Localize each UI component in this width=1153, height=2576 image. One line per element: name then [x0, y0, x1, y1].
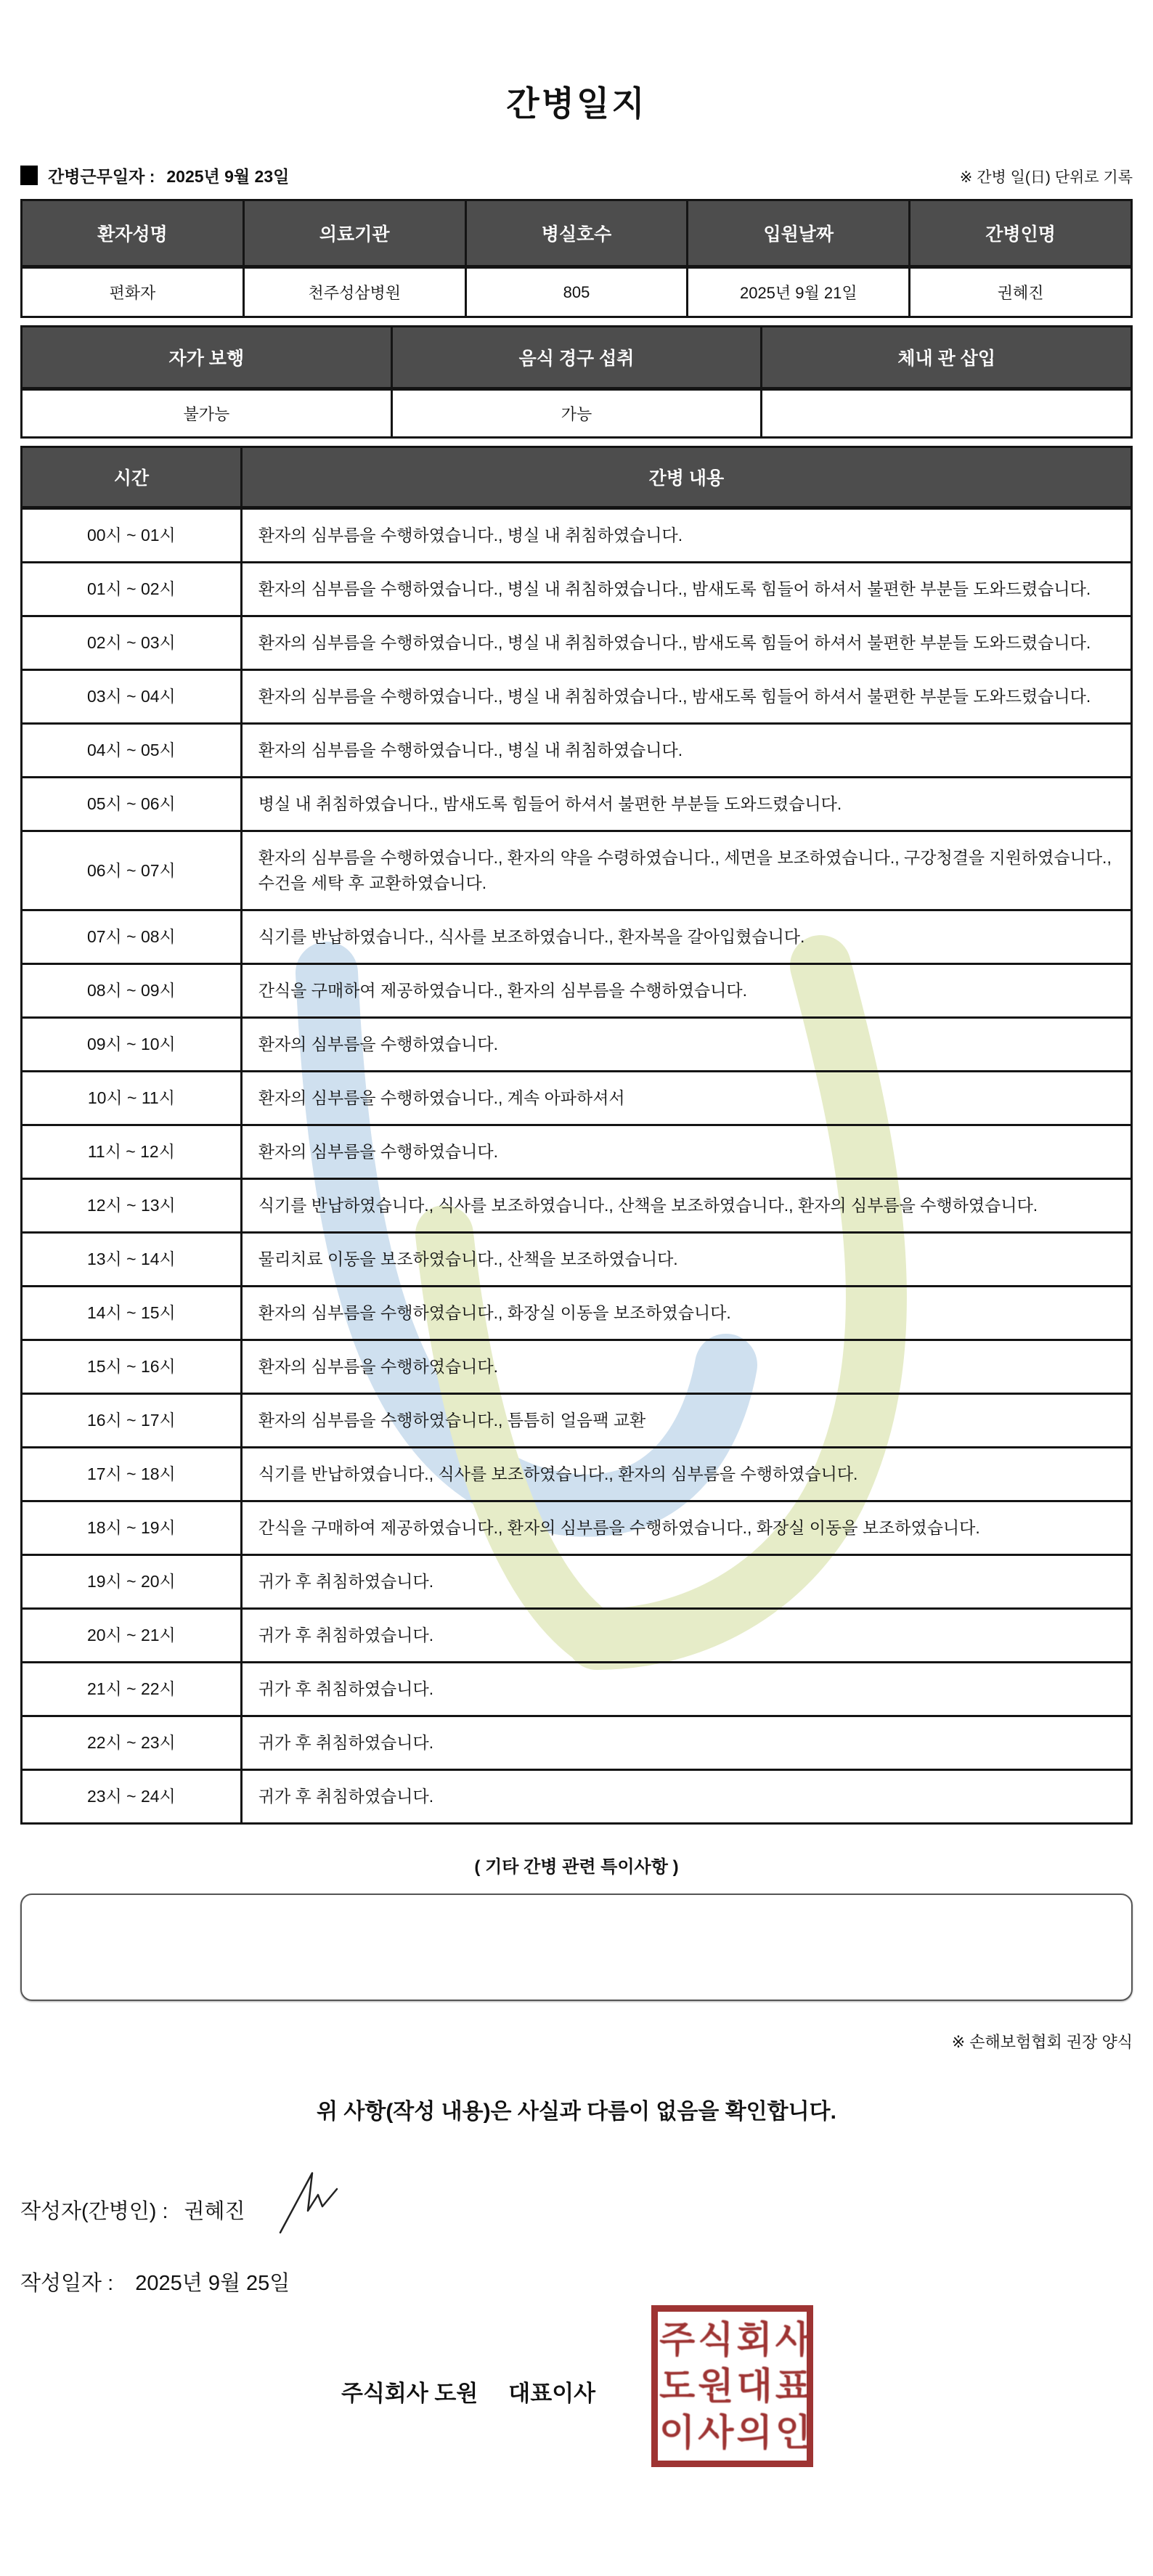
- status-header-row: [22, 327, 1132, 389]
- time-cell: 02시 ~ 03시: [22, 616, 242, 670]
- time-cell: 04시 ~ 05시: [22, 724, 242, 778]
- time-cell: 14시 ~ 15시: [22, 1287, 242, 1340]
- work-date-label: 간병근무일자 :: [48, 167, 155, 186]
- content-cell: 병실 내 취침하였습니다., 밤새도록 힘들어 하셔서 불편한 부분들 도와드렸습니다.: [241, 778, 1131, 831]
- time-cell: 06시 ~ 07시: [22, 831, 242, 910]
- patient-status-table: [20, 325, 1133, 439]
- admission-date: 2025년 9월 21일: [688, 267, 910, 317]
- company-seal-stamp: [651, 2305, 813, 2467]
- room-number: 805: [465, 267, 688, 317]
- schedule-row: [22, 1663, 1132, 1716]
- seal-text-row: 주식회사: [659, 2318, 815, 2360]
- time-cell: 11시 ~ 12시: [22, 1125, 242, 1179]
- time-cell: 19시 ~ 20시: [22, 1555, 242, 1609]
- patient-header-room: 병실호수: [465, 200, 688, 267]
- time-cell: 23시 ~ 24시: [22, 1770, 242, 1824]
- schedule-row: [22, 1233, 1132, 1287]
- square-bullet-icon: [20, 166, 38, 185]
- signature: [274, 2169, 354, 2238]
- unit-note: ※ 간병 일(日) 단위로 기록: [959, 169, 1133, 186]
- content-cell: 귀가 후 취침하였습니다.: [241, 1770, 1131, 1824]
- content-cell: 환자의 심부름을 수행하였습니다., 병실 내 취침하였습니다., 밤새도록 힘들어 하셔서 불편한 부분들 도와드렸습니다.: [241, 563, 1131, 616]
- extra-notes-box: [20, 1894, 1133, 2001]
- patient-name: 편화자: [22, 267, 244, 317]
- content-cell: 식기를 반납하였습니다., 식사를 보조하였습니다., 환자복을 갈아입혔습니다.: [241, 910, 1131, 964]
- schedule-row: [22, 1501, 1132, 1555]
- schedule-row: [22, 563, 1132, 616]
- schedule-row: [22, 1716, 1132, 1770]
- schedule-row: [22, 910, 1132, 964]
- schedule-row: [22, 616, 1132, 670]
- status-walking: 불가능: [22, 389, 392, 438]
- ceo-title: 대표이사: [508, 2381, 596, 2406]
- schedule-row: [22, 1125, 1132, 1179]
- patient-info-table: [20, 199, 1133, 318]
- time-cell: 01시 ~ 02시: [22, 563, 242, 616]
- content-cell: 간식을 구매하여 제공하였습니다., 환자의 심부름을 수행하였습니다.: [241, 964, 1131, 1018]
- schedule-row: [22, 1609, 1132, 1663]
- schedule-row: [22, 1072, 1132, 1125]
- write-date-line: [20, 2267, 1133, 2296]
- time-cell: 16시 ~ 17시: [22, 1394, 242, 1448]
- extra-notes-heading: ( 기타 간병 관련 특이사항 ): [474, 1857, 679, 1877]
- schedule-row: [22, 831, 1132, 910]
- author-line: [20, 2182, 1133, 2238]
- confirmation-statement: 위 사항(작성 내용)은 사실과 다름이 없음을 확인합니다.: [317, 2100, 836, 2124]
- patient-header-hospital: 의료기관: [243, 200, 465, 267]
- time-cell: 10시 ~ 11시: [22, 1072, 242, 1125]
- write-date-label: 작성일자 :: [20, 2272, 114, 2295]
- write-date-value: 2025년 9월 25일: [135, 2272, 290, 2295]
- patient-header-row: [22, 200, 1132, 267]
- time-cell: 20시 ~ 21시: [22, 1609, 242, 1663]
- content-cell: 귀가 후 취침하였습니다.: [241, 1716, 1131, 1770]
- work-date-value: 2025년 9월 23일: [166, 167, 290, 186]
- status-header-oral-intake: 음식 경구 섭취: [391, 327, 762, 389]
- content-cell: 환자의 심부름을 수행하였습니다., 병실 내 취침하였습니다.: [241, 724, 1131, 778]
- content-cell: 식기를 반납하였습니다., 식사를 보조하였습니다., 환자의 심부름을 수행하였습니다.: [241, 1448, 1131, 1501]
- meta-row: [20, 163, 1133, 187]
- time-cell: 07시 ~ 08시: [22, 910, 242, 964]
- content-cell: 귀가 후 취침하였습니다.: [241, 1555, 1131, 1609]
- time-cell: 08시 ~ 09시: [22, 964, 242, 1018]
- patient-header-name: 환자성명: [22, 200, 244, 267]
- company-name: 주식회사 도원: [341, 2381, 478, 2406]
- author-label: 작성자(간병인) :: [20, 2200, 168, 2223]
- schedule-row: [22, 1448, 1132, 1501]
- content-cell: 환자의 심부름을 수행하였습니다., 화장실 이동을 보조하였습니다.: [241, 1287, 1131, 1340]
- patient-value-row: [22, 267, 1132, 317]
- schedule-header-content: 간병 내용: [241, 447, 1131, 508]
- document-content: [0, 77, 1153, 2494]
- schedule-row: [22, 670, 1132, 724]
- status-header-walking: 자가 보행: [22, 327, 392, 389]
- time-cell: 12시 ~ 13시: [22, 1179, 242, 1233]
- content-cell: 간식을 구매하여 제공하였습니다., 환자의 심부름을 수행하였습니다., 화장실 이동을 보조하였습니다.: [241, 1501, 1131, 1555]
- time-cell: 22시 ~ 23시: [22, 1716, 242, 1770]
- seal-section: [20, 2305, 1133, 2494]
- status-header-tube: 체내 관 삽입: [762, 327, 1132, 389]
- content-cell: 환자의 심부름을 수행하였습니다., 병실 내 취침하였습니다.: [241, 508, 1131, 563]
- care-schedule-table: [20, 446, 1133, 1825]
- schedule-row: [22, 1555, 1132, 1609]
- schedule-row: [22, 1770, 1132, 1824]
- patient-header-admission: 입원날짜: [688, 200, 910, 267]
- content-cell: 환자의 심부름을 수행하였습니다., 환자의 약을 수령하였습니다., 세면을 보조하였습니다., 구강청결을 지원하였습니다., 수건을 세탁 후 교환하였습니다.: [241, 831, 1131, 910]
- content-cell: 환자의 심부름을 수행하였습니다., 병실 내 취침하였습니다., 밤새도록 힘들어 하셔서 불편한 부분들 도와드렸습니다.: [241, 616, 1131, 670]
- schedule-row: [22, 724, 1132, 778]
- page-title: 간병일지: [506, 84, 647, 123]
- status-oral-intake: 가능: [391, 389, 762, 438]
- content-cell: 환자의 심부름을 수행하였습니다., 계속 아파하셔서: [241, 1072, 1131, 1125]
- content-cell: 귀가 후 취침하였습니다.: [241, 1663, 1131, 1716]
- time-cell: 13시 ~ 14시: [22, 1233, 242, 1287]
- time-cell: 15시 ~ 16시: [22, 1340, 242, 1394]
- hospital-name: 천주성삼병원: [243, 267, 465, 317]
- status-value-row: [22, 389, 1132, 438]
- time-cell: 00시 ~ 01시: [22, 508, 242, 563]
- content-cell: 환자의 심부름을 수행하였습니다., 병실 내 취침하였습니다., 밤새도록 힘들어 하셔서 불편한 부분들 도와드렸습니다.: [241, 670, 1131, 724]
- content-cell: 귀가 후 취침하였습니다.: [241, 1609, 1131, 1663]
- schedule-row: [22, 1394, 1132, 1448]
- schedule-row: [22, 1179, 1132, 1233]
- schedule-row: [22, 1340, 1132, 1394]
- status-tube: [762, 389, 1132, 438]
- content-cell: 환자의 심부름을 수행하였습니다.: [241, 1125, 1131, 1179]
- author-name: 권혜진: [184, 2200, 245, 2223]
- seal-text-row: 이사의인: [659, 2411, 815, 2453]
- schedule-row: [22, 508, 1132, 563]
- patient-header-caregiver: 간병인명: [910, 200, 1132, 267]
- content-cell: 물리치료 이동을 보조하였습니다., 산책을 보조하였습니다.: [241, 1233, 1131, 1287]
- content-cell: 식기를 반납하였습니다., 식사를 보조하였습니다., 산책을 보조하였습니다., 환자의 심부름을 수행하였습니다.: [241, 1179, 1131, 1233]
- caregiver-name: 권혜진: [910, 267, 1132, 317]
- recommended-form-note: ※ 손해보험협회 권장 양식: [951, 2033, 1133, 2051]
- content-cell: 환자의 심부름을 수행하였습니다.: [241, 1340, 1131, 1394]
- schedule-header-time: 시간: [22, 447, 242, 508]
- schedule-row: [22, 778, 1132, 831]
- schedule-row: [22, 964, 1132, 1018]
- schedule-row: [22, 1287, 1132, 1340]
- time-cell: 17시 ~ 18시: [22, 1448, 242, 1501]
- company-line: [341, 2375, 595, 2408]
- time-cell: 03시 ~ 04시: [22, 670, 242, 724]
- content-cell: 환자의 심부름을 수행하였습니다., 틈틈히 얼음팩 교환: [241, 1394, 1131, 1448]
- content-cell: 환자의 심부름을 수행하였습니다.: [241, 1018, 1131, 1072]
- time-cell: 21시 ~ 22시: [22, 1663, 242, 1716]
- time-cell: 05시 ~ 06시: [22, 778, 242, 831]
- work-date-line: [20, 163, 289, 187]
- time-cell: 09시 ~ 10시: [22, 1018, 242, 1072]
- schedule-row: [22, 1018, 1132, 1072]
- seal-text-row: 도원대표: [659, 2365, 815, 2407]
- schedule-header-row: [22, 447, 1132, 508]
- time-cell: 18시 ~ 19시: [22, 1501, 242, 1555]
